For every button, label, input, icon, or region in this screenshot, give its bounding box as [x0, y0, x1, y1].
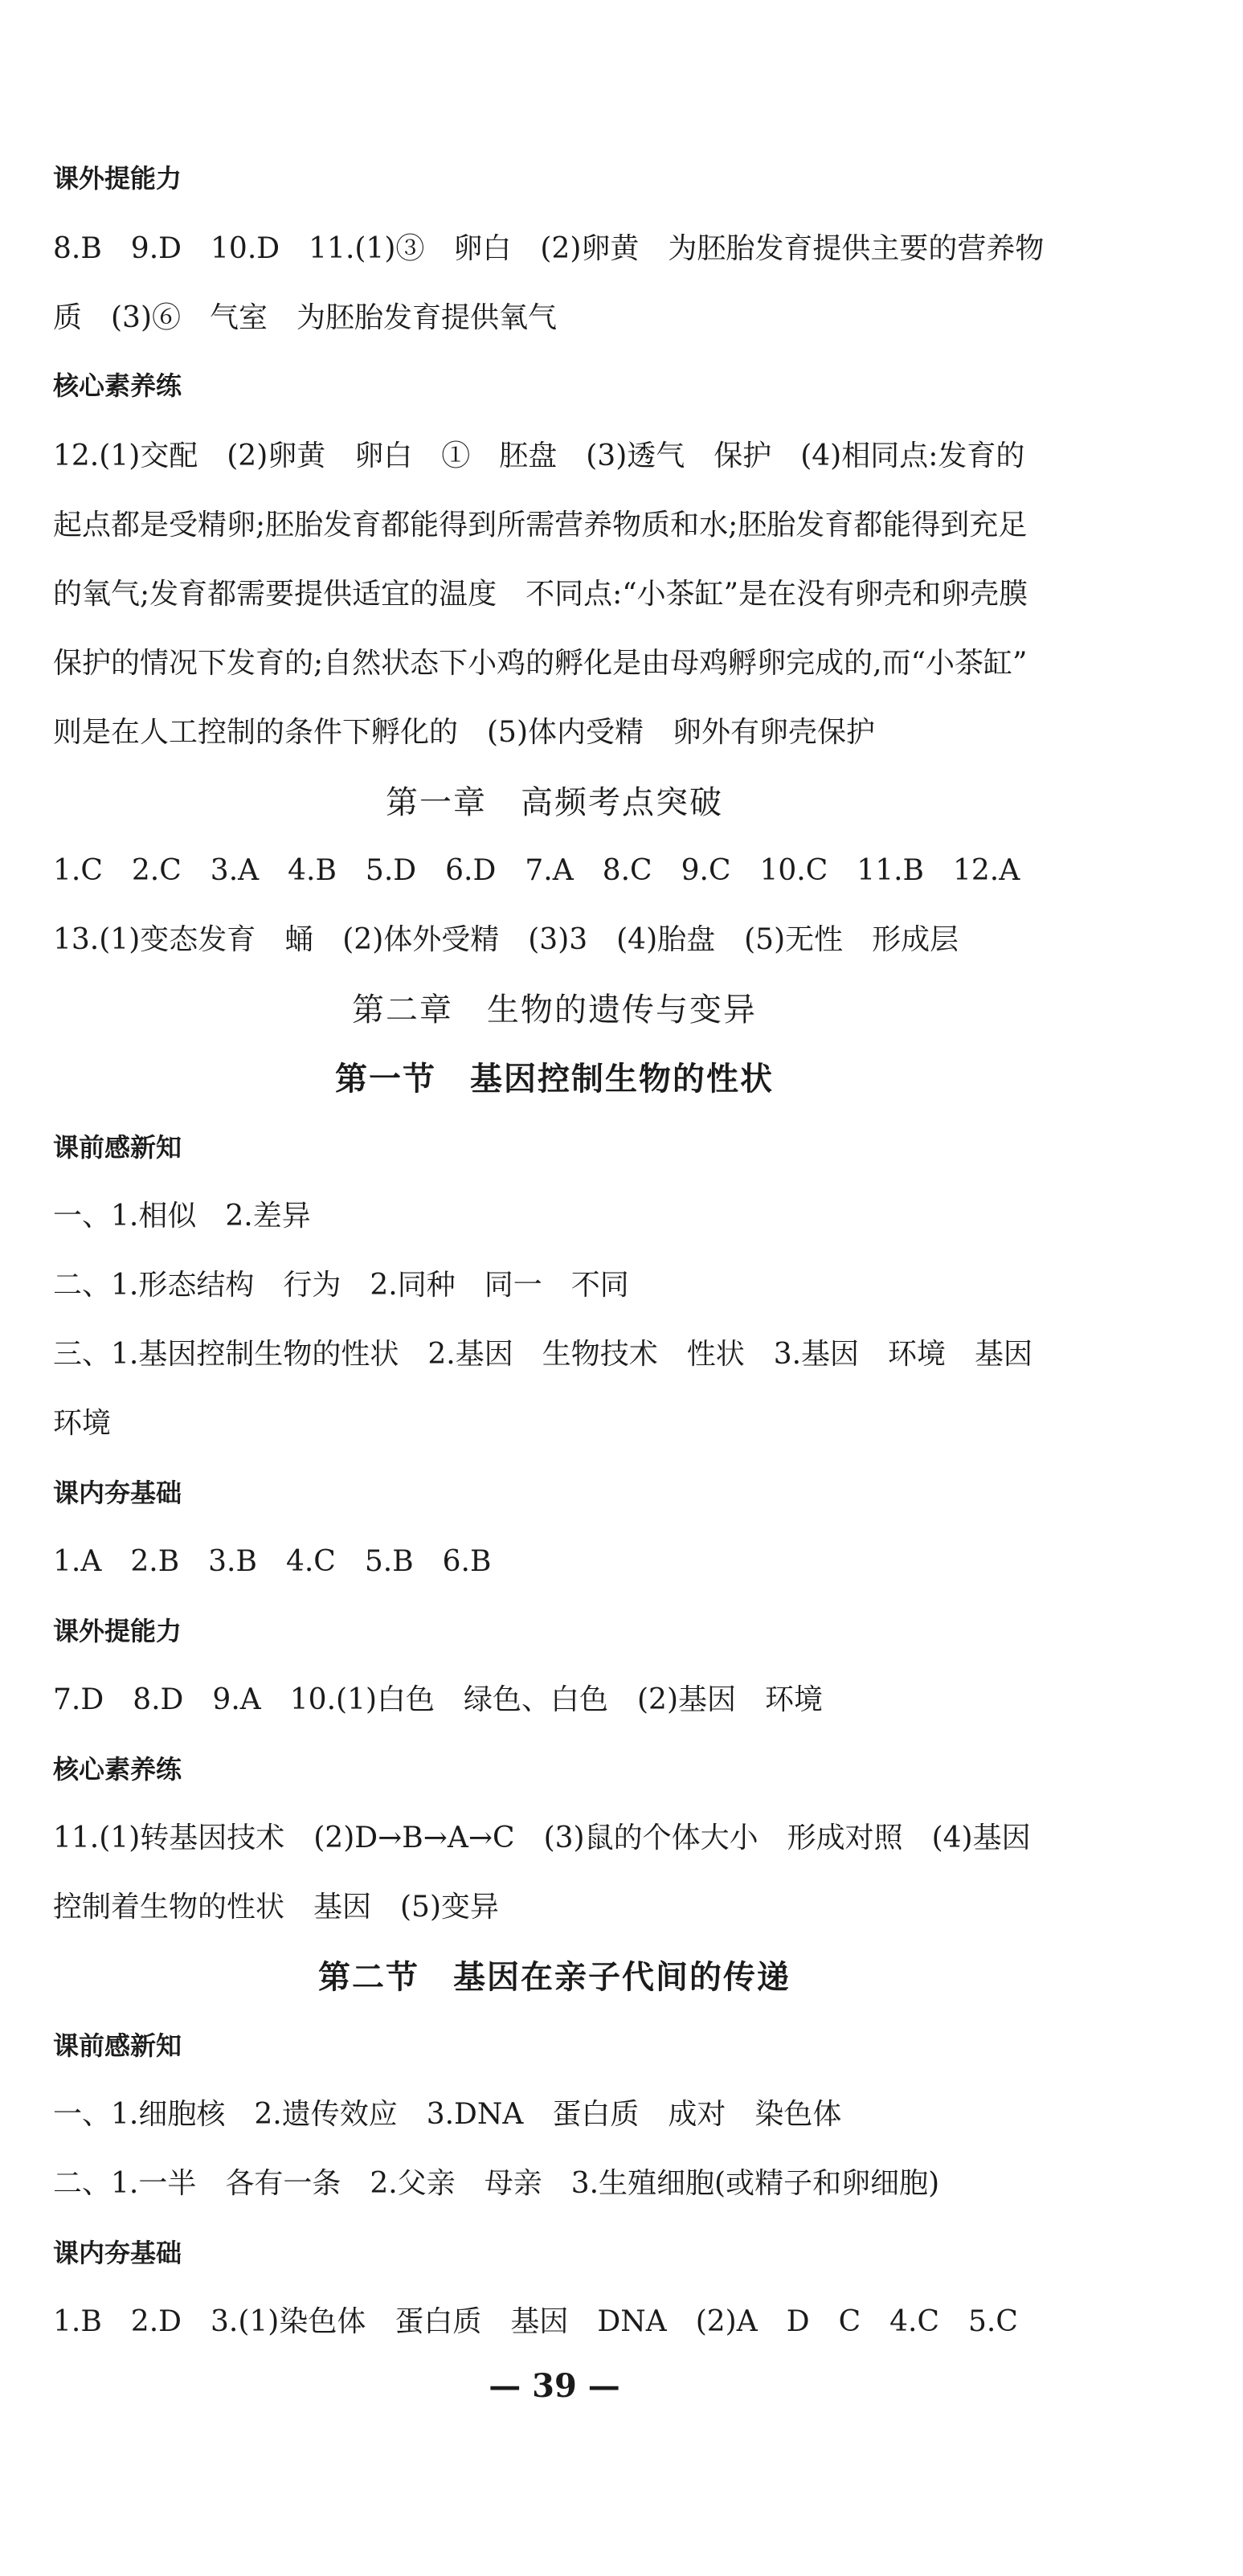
- chapter-heading: 第一章 高频考点突破: [386, 784, 723, 821]
- page-number: — 39 —: [489, 2367, 620, 2405]
- answer-line: 控制着生物的性状 基因 (5)变异: [53, 1891, 499, 1924]
- answer-line: 8.B 9.D 10.D 11.(1)③ 卵白 (2)卵黄 为胚胎发育提供主要的营养物: [53, 232, 1045, 265]
- section-label: 课内夯基础: [53, 2238, 182, 2268]
- answer-line: 环境: [53, 1407, 112, 1440]
- answer-line: 起点都是受精卵;胚胎发育都能得到所需营养物质和水;胚胎发育都能得到充足: [53, 509, 1028, 542]
- section-label: 核心素养练: [53, 370, 182, 401]
- section-heading: 第一节 基因控制生物的性状: [335, 1061, 774, 1098]
- answer-line: 1.B 2.D 3.(1)染色体 蛋白质 基因 DNA (2)A D C 4.C 5.C: [53, 2305, 1018, 2338]
- answer-line: 12.(1)交配 (2)卵黄 卵白 ① 胚盘 (3)透气 保护 (4)相同点:发育的: [53, 440, 1025, 472]
- answer-line: 则是在人工控制的条件下孵化的 (5)体内受精 卵外有卵壳保护: [53, 716, 875, 749]
- answer-line: 1.A 2.B 3.B 4.C 5.B 6.B: [53, 1545, 492, 1578]
- answer-line: 三、1.基因控制生物的性状 2.基因 生物技术 性状 3.基因 环境 基因: [53, 1338, 1033, 1371]
- section-label: 核心素养练: [53, 1754, 182, 1785]
- section-label: 课前感新知: [53, 2030, 182, 2061]
- section-label: 课内夯基础: [53, 1478, 182, 1508]
- section-heading: 第二节 基因在亲子代间的传递: [318, 1959, 791, 1996]
- answer-line: 一、1.细胞核 2.遗传效应 3.DNA 蛋白质 成对 染色体: [53, 2098, 842, 2131]
- answer-line: 1.C 2.C 3.A 4.B 5.D 6.D 7.A 8.C 9.C 10.C 11.B 12.A: [53, 854, 1020, 887]
- section-label: 课外提能力: [53, 163, 182, 194]
- answer-line: 二、1.一半 各有一条 2.父亲 母亲 3.生殖细胞(或精子和卵细胞): [53, 2167, 940, 2200]
- answer-line: 二、1.形态结构 行为 2.同种 同一 不同: [53, 1269, 629, 1302]
- chapter-heading: 第二章 生物的遗传与变异: [352, 992, 757, 1028]
- answer-line: 7.D 8.D 9.A 10.(1)白色 绿色、白色 (2)基因 环境: [53, 1683, 824, 1716]
- answer-line: 保护的情况下发育的;自然状态下小鸡的孵化是由母鸡孵卵完成的,而“小茶缸”: [53, 647, 1028, 680]
- answer-line: 质 (3)⑥ 气室 为胚胎发育提供氧气: [53, 301, 557, 334]
- answer-line: 的氧气;发育都需要提供适宜的温度 不同点:“小茶缸”是在没有卵壳和卵壳膜: [53, 578, 1028, 611]
- section-label: 课前感新知: [53, 1132, 182, 1163]
- answer-line: 11.(1)转基因技术 (2)D→B→A→C (3)鼠的个体大小 形成对照 (4)基因: [53, 1822, 1031, 1854]
- answer-line: 13.(1)变态发育 蛹 (2)体外受精 (3)3 (4)胎盘 (5)无性 形成层: [53, 923, 959, 956]
- answer-line: 一、1.相似 2.差异: [53, 1200, 311, 1233]
- section-label: 课外提能力: [53, 1616, 182, 1646]
